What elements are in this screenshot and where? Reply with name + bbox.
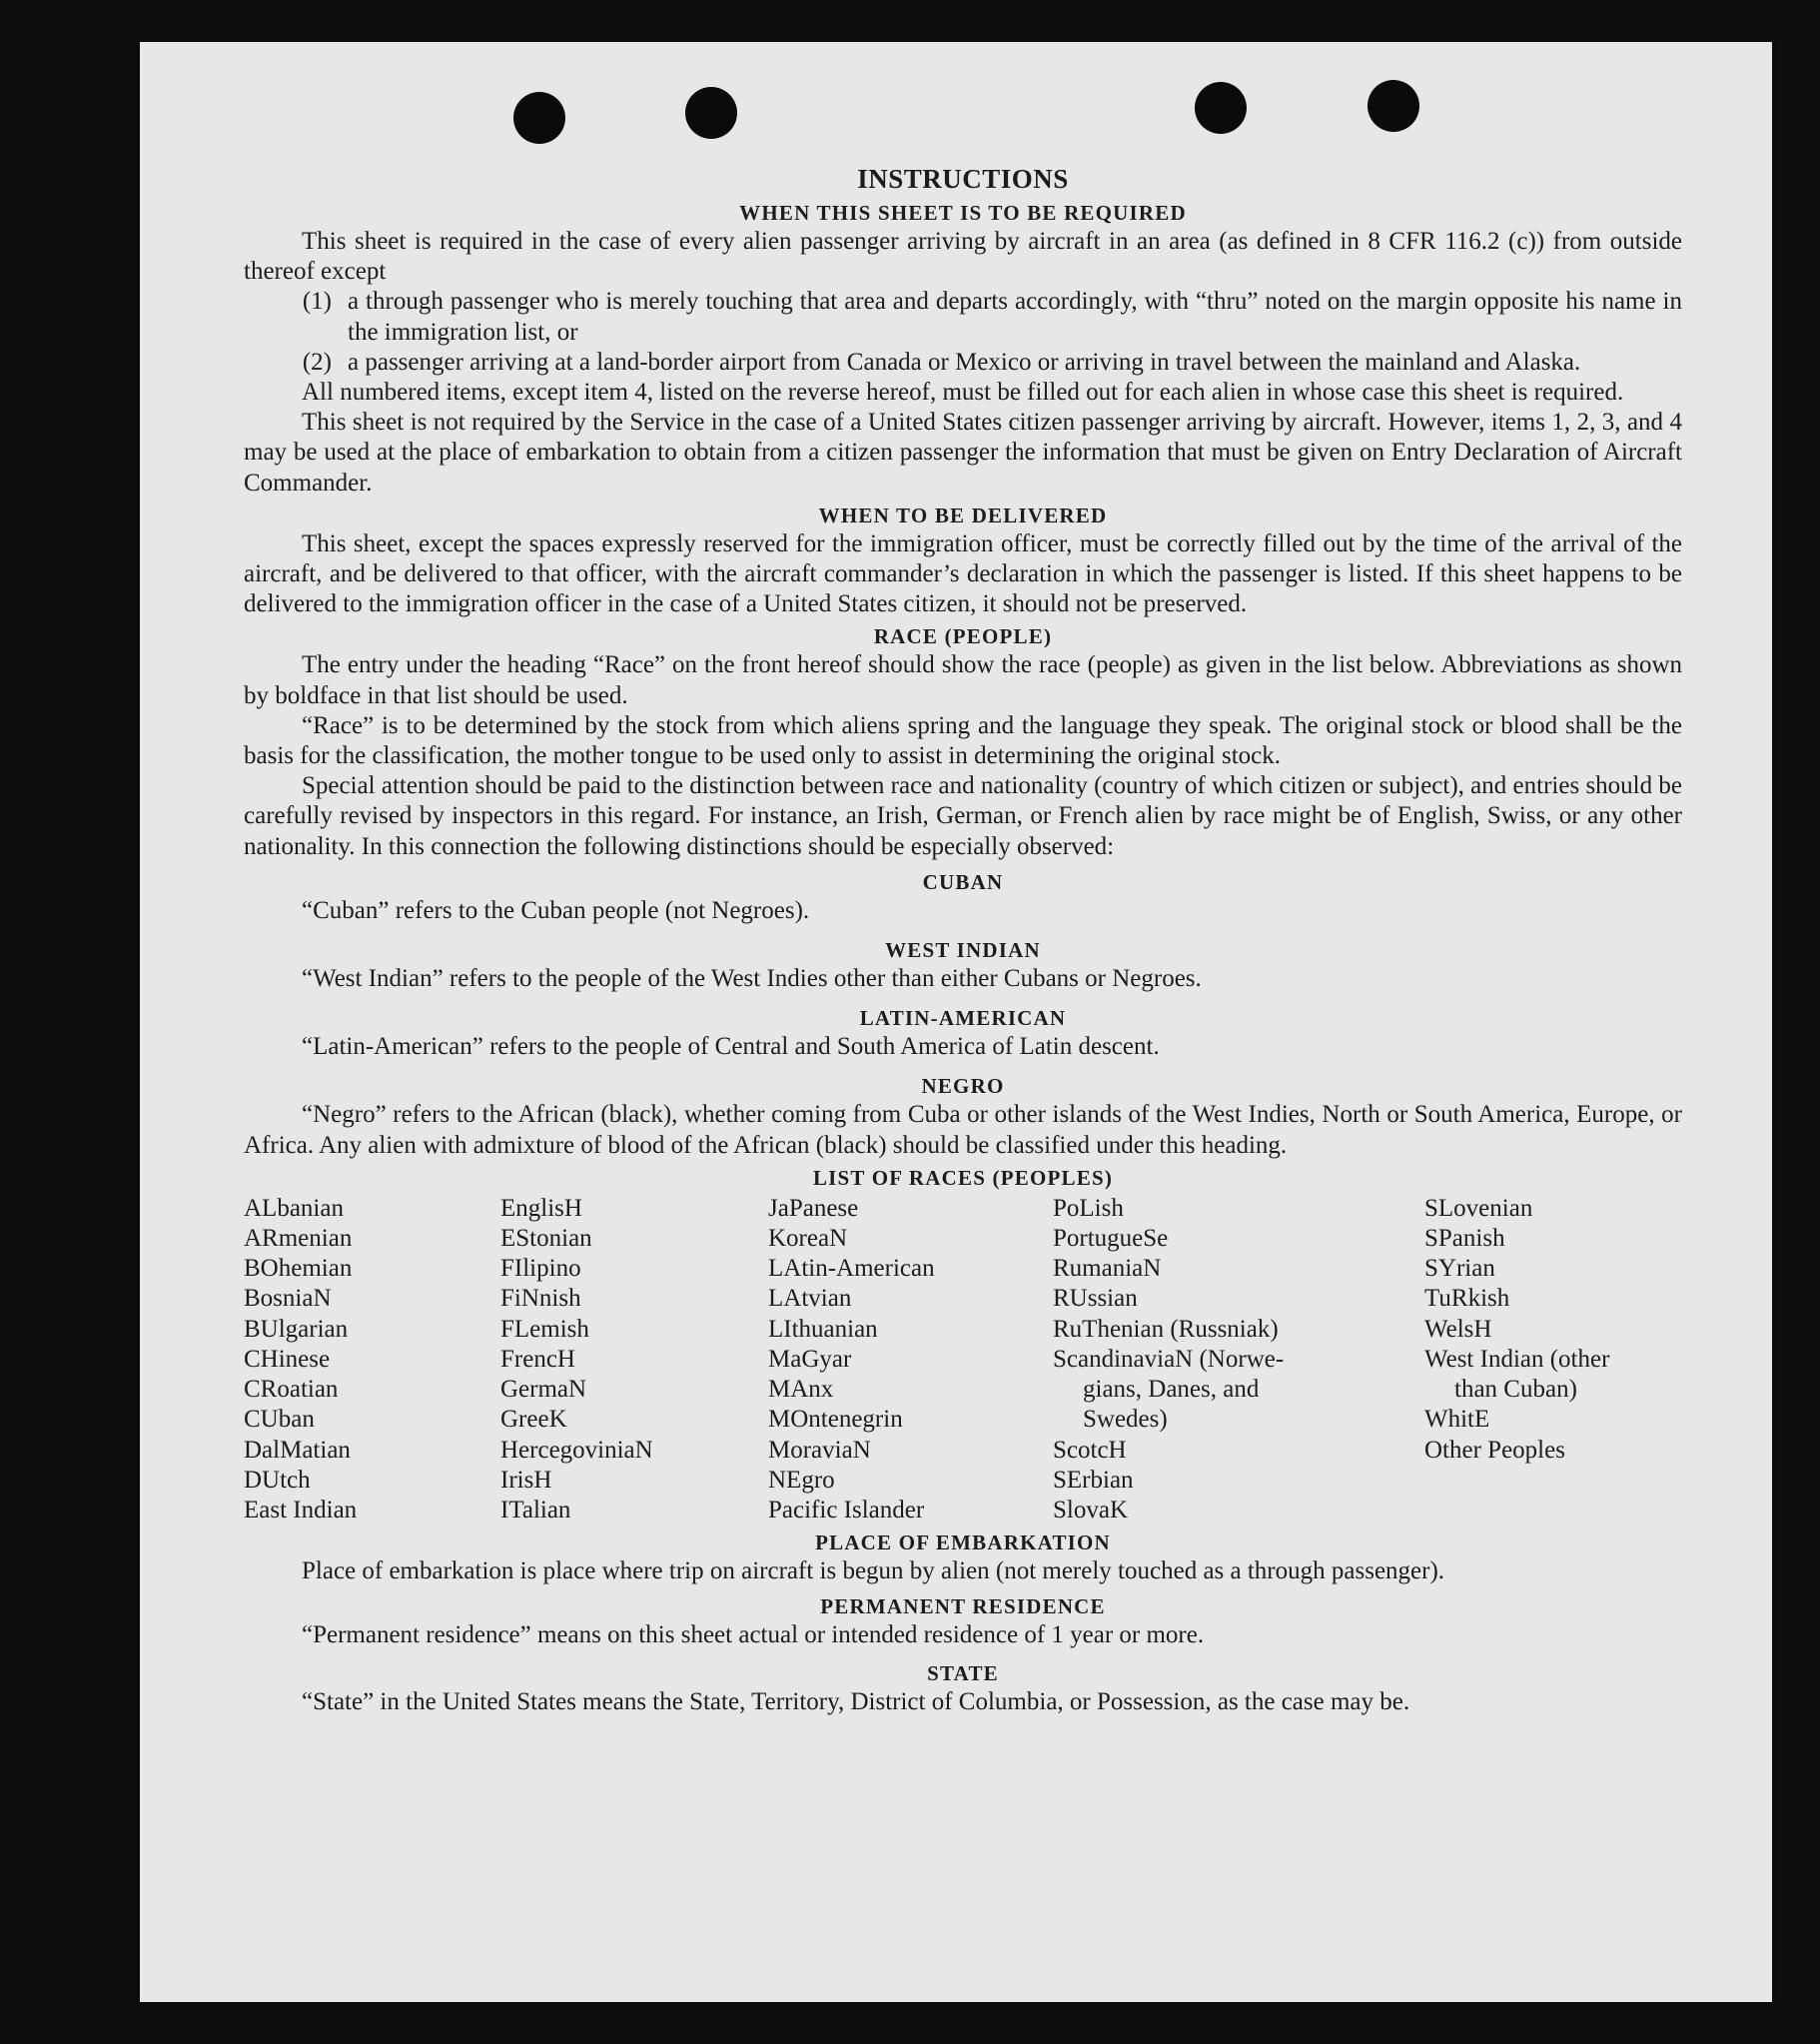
- heading-race: RACE (PEOPLE): [873, 624, 1053, 649]
- instructions-content: [244, 118, 1682, 1717]
- paragraph: “Negro” refers to the African (black), whether coming from Cuba or other islands of the West Indies, North or South America, Europe, or Africa. Any alien with admixture of blood of the African (black) should be classified under this heading.: [244, 1101, 1682, 1159]
- race-entry: HercegoviniaN: [500, 1436, 653, 1464]
- race-entry: LIthuanian: [768, 1315, 878, 1343]
- race-entry: ITalian: [500, 1496, 571, 1524]
- item-number: (1): [302, 288, 332, 316]
- paragraph: “Permanent residence” means on this sheet actual or intended residence of 1 year or more.: [302, 1621, 1205, 1649]
- race-entry: SlovaK: [1053, 1496, 1128, 1524]
- race-entry: RuThenian (Russniak): [1053, 1315, 1279, 1343]
- race-entry: WhitE: [1424, 1406, 1490, 1434]
- race-entry: BOhemian: [244, 1255, 353, 1283]
- race-entry: GermaN: [500, 1376, 587, 1404]
- race-entry: FLemish: [500, 1315, 589, 1343]
- race-entry: West Indian (other: [1424, 1345, 1610, 1373]
- race-entry: PoLish: [1053, 1194, 1124, 1222]
- race-entry: MOntenegrin: [768, 1406, 903, 1434]
- race-entry: East Indian: [244, 1496, 358, 1524]
- paragraph: All numbered items, except item 4, listed on the reverse hereof, must be filled out for each alien in whose case this sheet is required.: [302, 379, 1624, 407]
- paragraph: This sheet, except the spaces expressly reserved for the immigration officer, must be correctly filled out by the time of the arrival of the aircraft, and be delivered to that officer, with the aircraft commander’s declaration in which the passenger is listed. If this sheet happens to be delivered to the immigration officer in the case of a United States citizen, it should not be preserved.: [244, 529, 1682, 618]
- race-entry: NEgro: [768, 1466, 835, 1494]
- paragraph: Special attention should be paid to the distinction between race and nationality (country of which citizen or subject), and entries should be carefully revised by inspectors in this regard. For instance, an Irish, German, or French alien by race might be of English, Swiss, or any other nationality. In this connection the following distinctions should be especially observed:: [244, 772, 1682, 860]
- race-entry: EStonian: [500, 1225, 592, 1253]
- heading-state: STATE: [927, 1660, 999, 1685]
- heading-cuban: CUBAN: [922, 869, 1004, 894]
- race-entry: FrencH: [500, 1345, 575, 1373]
- paragraph: This sheet is not required by the Service in the case of a United States citizen passenger arriving by aircraft. However, items 1, 2, 3, and 4 may be used at the place of embarkation to obtain from a citizen passenger the information that must be given on Entry Declaration of Aircraft Commander.: [244, 409, 1682, 497]
- race-entry: FIlipino: [500, 1255, 581, 1283]
- race-entry: Pacific Islander: [768, 1496, 925, 1524]
- race-entry: CUban: [244, 1406, 315, 1434]
- race-entry: DalMatian: [244, 1436, 351, 1464]
- race-entry: ScotcH: [1053, 1436, 1127, 1464]
- list-item: [244, 348, 1682, 378]
- race-entry: ARmenian: [244, 1225, 353, 1253]
- race-entry: SYrian: [1424, 1255, 1495, 1283]
- heading-list-of-races: LIST OF RACES (PEOPLES): [812, 1165, 1114, 1190]
- paragraph: “Cuban” refers to the Cuban people (not Negroes).: [302, 896, 810, 924]
- document-sheet: [140, 42, 1772, 2002]
- heading-west-indian: WEST INDIAN: [885, 938, 1041, 963]
- paragraph: “Race” is to be determined by the stock from which aliens spring and the language they speak. The original stock or blood shall be the basis for the classification, the mother tongue to be used only to assist in determining the original stock.: [244, 711, 1682, 770]
- race-entry: IrisH: [500, 1466, 552, 1494]
- paragraph: The entry under the heading “Race” on the front hereof should show the race (people) as given in the list below. Abbreviations as shown by boldface in that list should be used.: [244, 651, 1682, 709]
- race-entry: RumaniaN: [1053, 1255, 1162, 1283]
- race-entry: TuRkish: [1424, 1285, 1510, 1313]
- race-entry: BosniaN: [244, 1285, 332, 1313]
- heading-latin-american: LATIN-AMERICAN: [859, 1006, 1067, 1031]
- paragraph: This sheet is required in the case of every alien passenger arriving by aircraft in an area (as defined in 8 CFR 116.2 (c)) from outside thereof except: [244, 228, 1682, 286]
- paragraph: “West Indian” refers to the people of the West Indies other than either Cubans or Negroes.: [302, 965, 1202, 993]
- race-entry: DUtch: [244, 1466, 311, 1494]
- races-list: [244, 1194, 1682, 1526]
- race-entry: BUlgarian: [244, 1315, 349, 1343]
- race-entry: RUssian: [1053, 1285, 1138, 1313]
- race-entry-continued: Swedes): [1083, 1406, 1168, 1434]
- race-entry: MoraviaN: [768, 1436, 871, 1464]
- race-entry: PortugueSe: [1053, 1225, 1169, 1253]
- race-entry: SPanish: [1424, 1225, 1505, 1253]
- race-entry: FiNnish: [500, 1285, 581, 1313]
- race-entry: CHinese: [244, 1345, 331, 1373]
- race-entry: ALbanian: [244, 1194, 344, 1222]
- race-entry: EnglisH: [500, 1194, 582, 1222]
- races-column-4: [1053, 1194, 1424, 1526]
- races-column-3: [768, 1194, 1053, 1526]
- race-entry: Other Peoples: [1424, 1436, 1565, 1464]
- race-entry: ScandinaviaN (Norwe-: [1053, 1345, 1285, 1373]
- races-column-2: [500, 1194, 768, 1526]
- race-entry: MAnx: [768, 1376, 834, 1404]
- paragraph: “Latin-American” refers to the people of Central and South America of Latin descent.: [302, 1033, 1160, 1061]
- races-column-1: [244, 1194, 500, 1526]
- page-title: INSTRUCTIONS: [857, 164, 1069, 194]
- list-item: [244, 287, 1682, 347]
- paragraph: “State” in the United States means the State, Territory, District of Columbia, or Possession, as the case may be.: [302, 1687, 1410, 1715]
- race-entry: KoreaN: [768, 1225, 848, 1253]
- item-number: (2): [302, 348, 332, 376]
- heading-place-of-embarkation: PLACE OF EMBARKATION: [815, 1531, 1111, 1555]
- race-entry: SLovenian: [1424, 1194, 1533, 1222]
- race-entry-continued: than Cuban): [1454, 1376, 1577, 1404]
- race-entry: GreeK: [500, 1406, 567, 1434]
- heading-when-required: WHEN THIS SHEET IS TO BE REQUIRED: [739, 201, 1187, 225]
- race-entry: JaPanese: [768, 1194, 859, 1222]
- races-column-5: [1424, 1194, 1682, 1526]
- heading-permanent-residence: PERMANENT RESIDENCE: [820, 1594, 1106, 1619]
- paragraph: Place of embarkation is place where trip on aircraft is begun by alien (not merely touched as a through passenger).: [302, 1557, 1445, 1585]
- race-entry: SErbian: [1053, 1466, 1134, 1494]
- heading-when-delivered: WHEN TO BE DELIVERED: [818, 503, 1108, 527]
- heading-negro: NEGRO: [921, 1074, 1005, 1099]
- item-text: a through passenger who is merely touching that area and departs accordingly, with “thru” noted on the margin opposite his name in the immigration list, or: [348, 288, 1682, 346]
- item-text: a passenger arriving at a land-border airport from Canada or Mexico or arriving in travel between the mainland and Alaska.: [348, 348, 1581, 376]
- race-entry-continued: gians, Danes, and: [1083, 1376, 1260, 1404]
- race-entry: LAtin-American: [768, 1255, 935, 1283]
- race-entry: LAtvian: [768, 1285, 852, 1313]
- race-entry: MaGyar: [768, 1345, 852, 1373]
- race-entry: CRoatian: [244, 1376, 339, 1404]
- race-entry: WelsH: [1424, 1315, 1492, 1343]
